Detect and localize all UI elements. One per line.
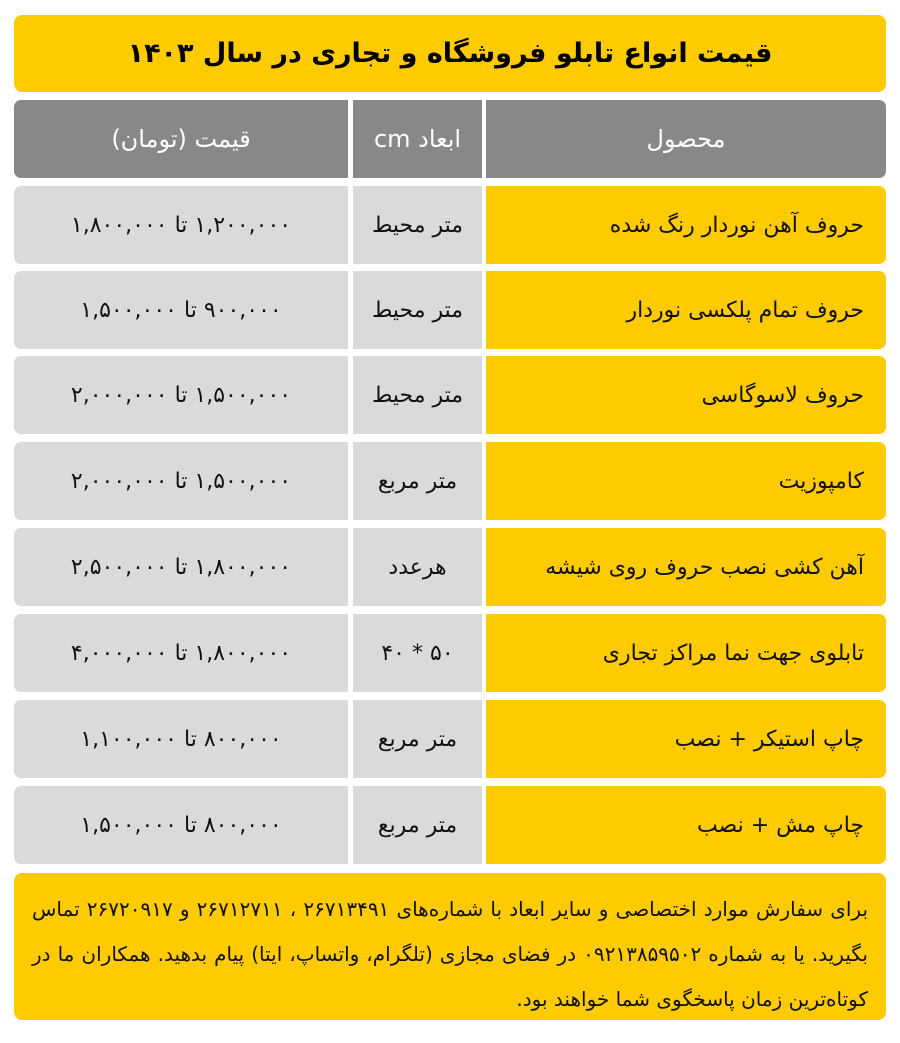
price-cell: ۹۰۰,۰۰۰ تا ۱,۵۰۰,۰۰۰ — [14, 271, 348, 349]
price-cell: ۱,۵۰۰,۰۰۰ تا ۲,۰۰۰,۰۰۰ — [14, 442, 348, 520]
product-cell: کامپوزیت — [486, 442, 886, 520]
dims-cell: متر محیط — [353, 271, 482, 349]
table-row — [14, 614, 886, 692]
price-cell: ۸۰۰,۰۰۰ تا ۱,۵۰۰,۰۰۰ — [14, 786, 348, 864]
price-cell: ۱,۸۰۰,۰۰۰ تا ۴,۰۰۰,۰۰۰ — [14, 614, 348, 692]
table-row — [14, 442, 886, 520]
product-cell: حروف آهن نوردار رنگ شده — [486, 186, 886, 264]
header-price: قیمت (تومان) — [14, 100, 348, 178]
dims-cell: متر مربع — [353, 442, 482, 520]
dims-cell: ۵۰ * ۴۰ — [353, 614, 482, 692]
header-product: محصول — [486, 100, 886, 178]
table-row — [14, 271, 886, 349]
price-cell: ۱,۸۰۰,۰۰۰ تا ۲,۵۰۰,۰۰۰ — [14, 528, 348, 606]
contact-note: برای سفارش موارد اختصاصی و سایر ابعاد با شماره‌های ۲۶۷۱۳۴۹۱ ، ۲۶۷۱۲۷۱۱ و ۲۶۷۲۰۹۱۷ تماس بگیرید. یا به شماره ۰۹۲۱۳۸۵۹۵۰۲ در فضای مجازی (تلگرام، واتساپ، ایتا) پیام بدهید. همکاران ما در کوتاه‌ترین زمان پاسخگوی شما خواهند بود. — [14, 873, 886, 1020]
dims-cell: متر مربع — [353, 786, 482, 864]
product-cell: چاپ مش + نصب — [486, 786, 886, 864]
table-row — [14, 356, 886, 434]
product-cell: حروف لاسوگاسی — [486, 356, 886, 434]
product-cell: تابلوی جهت نما مراکز تجاری — [486, 614, 886, 692]
dims-cell: هرعدد — [353, 528, 482, 606]
table-row — [14, 528, 886, 606]
product-cell: آهن کشی نصب حروف روی شیشه — [486, 528, 886, 606]
product-cell: حروف تمام پلکسی نوردار — [486, 271, 886, 349]
table-row — [14, 786, 886, 864]
page-title: قیمت انواع تابلو فروشگاه و تجاری در سال ۱۴۰۳ — [14, 15, 886, 92]
price-cell: ۸۰۰,۰۰۰ تا ۱,۱۰۰,۰۰۰ — [14, 700, 348, 778]
product-cell: چاپ استیکر + نصب — [486, 700, 886, 778]
dims-cell: متر مربع — [353, 700, 482, 778]
price-cell: ۱,۲۰۰,۰۰۰ تا ۱,۸۰۰,۰۰۰ — [14, 186, 348, 264]
dims-cell: متر محیط — [353, 186, 482, 264]
table-row — [14, 186, 886, 264]
table-header — [14, 100, 886, 178]
price-cell: ۱,۵۰۰,۰۰۰ تا ۲,۰۰۰,۰۰۰ — [14, 356, 348, 434]
table-row — [14, 700, 886, 778]
header-dims: ابعاد cm — [353, 100, 482, 178]
dims-cell: متر محیط — [353, 356, 482, 434]
